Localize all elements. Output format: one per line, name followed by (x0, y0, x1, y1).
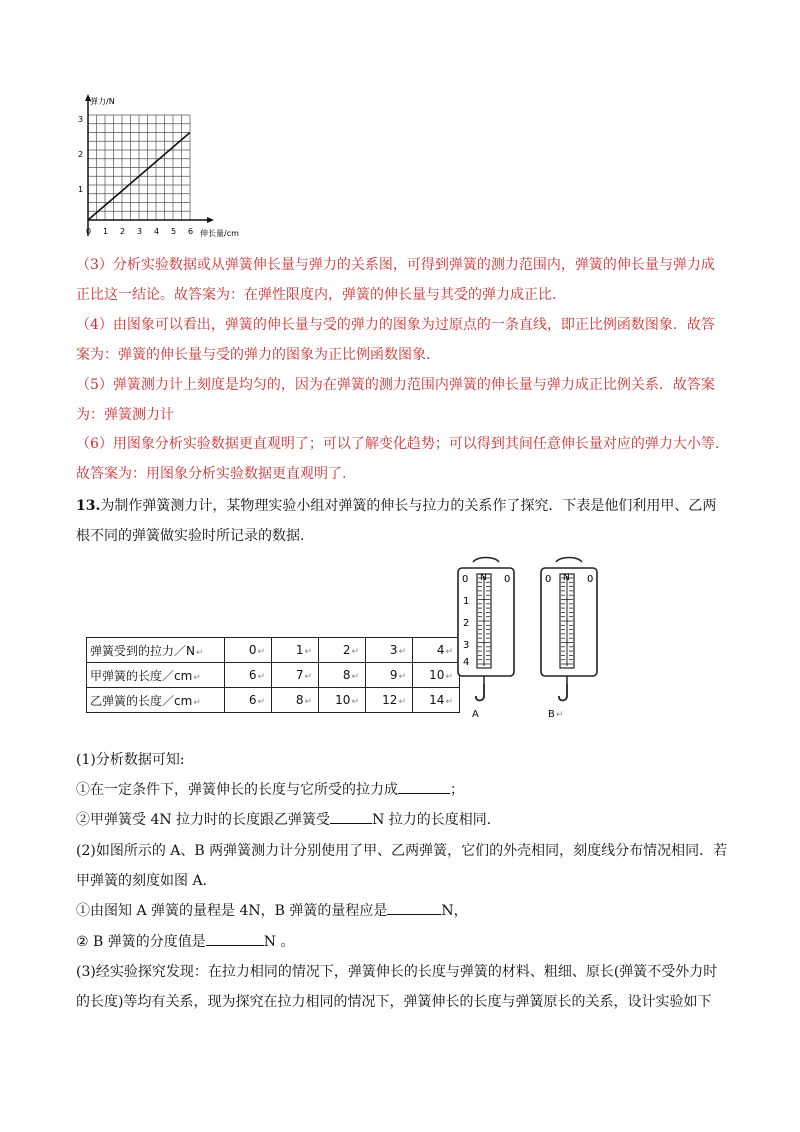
answer-3 (76, 250, 741, 310)
part-2-intro (76, 836, 741, 896)
return-mark: ↵ (304, 672, 312, 682)
part-2-q2-pre: ② B 弹簧的分度值是 (76, 934, 206, 950)
answer-6 (76, 429, 741, 489)
table-cell (225, 688, 272, 713)
spring-scale-a-drawing (455, 556, 517, 706)
part-3-line-1: (3)经实验探究发现：在拉力相同的情况下，弹簧伸长的长度与弹簧的材料、粗细、原长(弹簧不受外力时 (76, 964, 718, 980)
cell-value: 10 (335, 693, 351, 707)
spring-data-table (86, 637, 460, 713)
cell-value: 7 (295, 668, 304, 682)
x-ticks (86, 227, 193, 236)
part-3-intro (76, 957, 741, 1017)
part-1-q2-post: N 拉力的长度相同. (372, 812, 492, 828)
question-13-intro-line-2: 根不同的弹簧做实验时所记录的数据. (76, 528, 305, 544)
part-1-q1-post: ； (450, 782, 464, 798)
answer-4-line-2: 案为：弹簧的伸长量与受的弹力的图象为正比例函数图象. (76, 347, 431, 363)
table-row (87, 688, 460, 713)
part-1-q1 (76, 775, 741, 805)
spring-scale-b (538, 556, 600, 710)
row-header-text: 弹簧受到的拉力／N (90, 643, 195, 658)
spring-scale-a (455, 556, 517, 710)
table-cell (319, 663, 366, 688)
table-row (87, 663, 460, 688)
scale-a-tick-label-1: 1 (463, 596, 470, 607)
x-tick-label: 6 (188, 227, 194, 236)
scale-a-tick-label-4: 4 (463, 657, 470, 668)
question-13-intro-line-1: 为制作弹簧测力计，某物理实验小组对弹簧的伸长与拉力的关系作了探究．下表是他们利用甲、乙两 (100, 498, 717, 514)
scale-b-zero-right: 0 (587, 574, 594, 585)
x-axis-label: 伸长量/cm (200, 229, 239, 238)
part-2-q1-pre: ①由图知 A 弹簧的量程是 4N，B 弹簧的量程应是 (76, 903, 388, 919)
table-cell (413, 688, 460, 713)
part-3-line-2: 的长度)等均有关系，现为探究在拉力相同的情况下，弹簧伸长的长度与弹簧原长的关系，设计实验如下 (76, 994, 712, 1010)
table-row (87, 638, 460, 663)
scale-b-label-text: B (548, 709, 555, 720)
y-axis-label: 弹力/N (90, 97, 115, 106)
answer-5 (76, 370, 741, 430)
part-1-heading (76, 745, 741, 775)
return-mark: ↵ (193, 697, 201, 708)
x-tick-label: 3 (137, 227, 143, 236)
graph-svg (70, 88, 270, 248)
spring-scale-b-drawing (538, 556, 600, 706)
answer-5-line-2: 为：弹簧测力计 (76, 407, 174, 423)
part-1-q1-pre: ①在一定条件下，弹簧伸长的长度与它所受的拉力成 (76, 782, 398, 798)
return-mark: ↵ (398, 697, 406, 707)
table-cell (272, 638, 319, 663)
cell-value: 6 (248, 693, 257, 707)
question-13-intro (76, 491, 741, 551)
table-cell (413, 638, 460, 663)
x-tick-label: 0 (86, 227, 92, 236)
answer-6-line-1: （6）用图象分析实验数据更直观明了；可以了解变化趋势；可以得到其间任意伸长量对应的弹力大小等. (76, 436, 720, 452)
cell-value: 0 (248, 643, 257, 657)
return-mark: ↵ (555, 710, 564, 720)
return-mark: ↵ (398, 672, 406, 682)
answer-3-line-1: （3）分析实验数据或从弹簧伸长量与弹力的关系图，可得到弹簧的测力范围内，弹簧的伸长量与弹力成 (76, 257, 715, 273)
answer-4 (76, 310, 741, 370)
return-mark: ↵ (304, 697, 312, 707)
answer-3-line-2: 正比这一结论。故答案为：在弹性限度内，弹簧的伸长量与其受的弹力成正比. (76, 287, 557, 303)
part-2-q2-post: N 。 (263, 934, 295, 950)
return-mark: ↵ (351, 647, 359, 657)
scale-a-zero-right: 0 (504, 574, 511, 585)
cell-value: 12 (382, 693, 398, 707)
scale-a-tick-label-0: 0 (462, 574, 469, 585)
scale-b-unit: N (563, 573, 570, 583)
row-header-text: 乙弹簧的长度／cm (90, 693, 193, 708)
part-2-q2 (76, 927, 741, 957)
table-cell (319, 688, 366, 713)
table-cell (272, 663, 319, 688)
cell-value: 4 (436, 643, 445, 657)
x-axis-arrow (207, 217, 214, 223)
cell-value: 1 (295, 643, 304, 657)
cell-value: 10 (429, 668, 445, 682)
y-tick-3: 3 (78, 115, 84, 124)
x-tick-label: 2 (120, 227, 126, 236)
return-mark: ↵ (445, 697, 453, 707)
cell-value: 14 (429, 693, 445, 707)
x-tick-label: 4 (154, 227, 160, 236)
answer-6-line-2: 故答案为：用图象分析实验数据更直观明了. (76, 466, 347, 482)
return-mark: ↵ (304, 647, 312, 657)
table-cell (366, 663, 413, 688)
spring-data-table-wrap (86, 637, 460, 713)
table-cell (319, 638, 366, 663)
cell-value: 8 (342, 668, 351, 682)
graph-grid (88, 115, 190, 220)
part-2-q1 (76, 896, 741, 926)
part-2-q1-post: N， (441, 903, 468, 919)
table-body (87, 638, 460, 713)
scale-a-label: A (472, 709, 479, 720)
table-cell (272, 688, 319, 713)
part-1-q2 (76, 805, 741, 835)
answer-blank-3[interactable] (387, 900, 441, 915)
answer-4-line-1: （4）由图象可以看出，弹簧的伸长量与受的弹力的图象为过原点的一条直线，即正比例函数图象．故答 (76, 317, 715, 333)
return-mark: ↵ (257, 647, 265, 657)
answer-blank-4[interactable] (206, 931, 264, 946)
scale-b-label (548, 709, 563, 720)
table-cell (366, 638, 413, 663)
return-mark: ↵ (398, 647, 406, 657)
table-cell (225, 638, 272, 663)
return-mark: ↵ (195, 647, 204, 658)
scale-a-tick-label-2: 2 (463, 618, 470, 629)
row-header (87, 638, 225, 663)
x-tick-label: 5 (171, 227, 177, 236)
force-extension-graph (70, 88, 270, 248)
row-header (87, 663, 225, 688)
table-cell (413, 663, 460, 688)
return-mark: ↵ (445, 672, 453, 682)
return-mark: ↵ (257, 697, 265, 707)
part-1-q2-pre: ②甲弹簧受 4N 拉力时的长度跟乙弹簧受 (76, 812, 331, 828)
y-tick-1: 1 (78, 185, 84, 194)
part-1-text: (1)分析数据可知: (76, 752, 185, 768)
cell-value: 9 (389, 668, 398, 682)
cell-value: 8 (295, 693, 304, 707)
return-mark: ↵ (351, 697, 359, 707)
return-mark: ↵ (445, 647, 453, 657)
scale-b-zero-left: 0 (545, 574, 552, 585)
x-tick-label: 1 (103, 227, 109, 236)
answer-blank-1[interactable] (398, 779, 450, 794)
cell-value: 3 (389, 643, 398, 657)
cell-value: 6 (248, 668, 257, 682)
y-tick-2: 2 (78, 150, 84, 159)
return-mark: ↵ (257, 672, 265, 682)
scale-a-tick-label-3: 3 (463, 640, 470, 651)
return-mark: ↵ (193, 672, 201, 683)
part-2-line-1: (2)如图所示的 A、B 两弹簧测力计分别使用了甲、乙两弹簧，它们的外壳相同，刻度线分布情况相同．若 (76, 843, 728, 859)
table-cell (366, 688, 413, 713)
return-mark: ↵ (351, 672, 359, 682)
question-number: 13. (76, 498, 101, 514)
table-cell (225, 663, 272, 688)
answer-5-line-1: （5）弹簧测力计上刻度是均匀的，因为在弹簧的测力范围内弹簧的伸长量与弹力成正比例关系．故答案 (76, 377, 715, 393)
row-header-text: 甲弹簧的长度／cm (90, 668, 193, 683)
cell-value: 2 (342, 643, 351, 657)
row-header (87, 688, 225, 713)
scale-a-unit: N (480, 573, 487, 583)
part-2-line-2: 甲弹簧的刻度如图 A. (76, 873, 208, 889)
answer-blank-2[interactable] (330, 809, 372, 824)
